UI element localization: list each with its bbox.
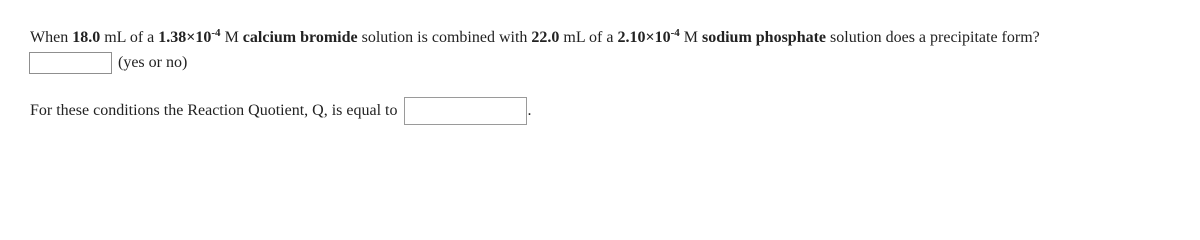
precipitate-answer-row — [29, 52, 187, 74]
exponent: -4 — [670, 27, 680, 39]
volume-value: 22.0 — [531, 29, 560, 46]
question-part: mL of a — [100, 29, 159, 46]
reaction-quotient-label: For these conditions the Reaction Quotient, Q, is equal to — [30, 102, 398, 119]
question-text — [30, 28, 1040, 48]
question-part: When — [30, 29, 73, 46]
reaction-quotient-row — [30, 97, 532, 125]
concentration-value: $1.38\times 10^{-4}$ — [158, 27, 221, 46]
solute-name: sodium phosphate — [701, 29, 827, 46]
yes-no-hint: (yes or no) — [118, 54, 188, 71]
question-part: M — [679, 29, 702, 46]
sentence-period: . — [527, 102, 532, 119]
volume-value: 18.0 — [72, 29, 101, 46]
question-part: mL of a — [559, 29, 618, 46]
precipitate-answer-input[interactable] — [29, 52, 112, 74]
question-part: solution is combined with — [357, 29, 532, 46]
question-part: solution does a precipitate form? — [826, 29, 1040, 46]
question-part: M — [220, 29, 243, 46]
solute-name: calcium bromide — [242, 29, 358, 46]
reaction-quotient-input[interactable] — [404, 97, 527, 125]
exponent: -4 — [211, 27, 221, 39]
concentration-value: $2.10\times 10^{-4}$ — [617, 27, 680, 46]
